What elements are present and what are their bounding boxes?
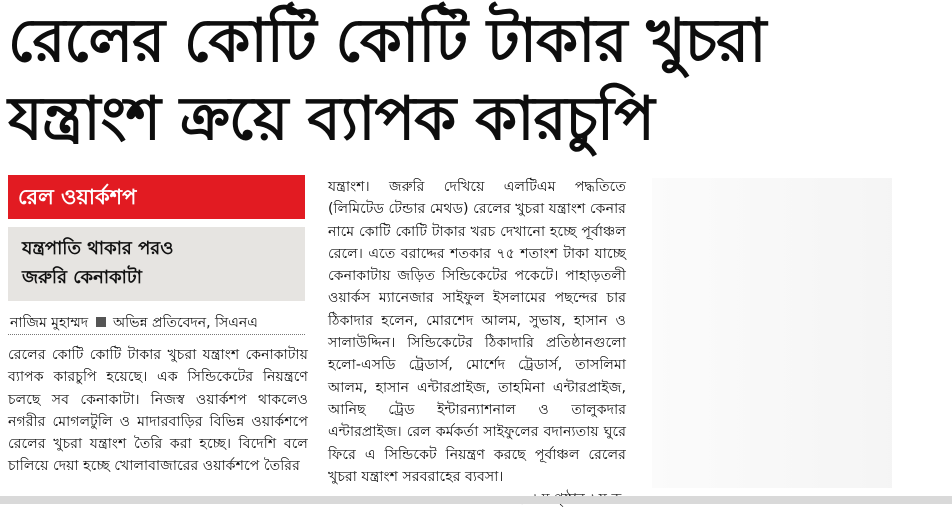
headline-line-2: যন্ত্রাংশ ক্রয়ে ব্যাপক কারচুপি bbox=[8, 84, 654, 154]
faded-adjacent-region bbox=[652, 178, 892, 488]
headline bbox=[8, 2, 938, 158]
byline bbox=[10, 311, 310, 335]
headline-line-1: রেলের কোটি কোটি টাকার খুচরা bbox=[8, 6, 766, 76]
article-column-left: রেলের কোটি কোটি টাকার খুচরা যন্ত্রাংশ কেনাকাটায় ব্যাপক কারচুপি হয়েছে। এক সিন্ডিকেটের নিয়ন্ত্রণে চলছে সব কেনাকাটা। নিজস্ব ওয়ার্কশপ থাকলেও নগরীর মোগলটুলি ও মাদারবাড়ির বিভিন্ন ওয়ার্কশপে রেলের খুচরা যন্ত্রাংশ তৈরি করা হচ্ছে। বিদেশি বলে চালিয়ে দেয়া হচ্ছে খোলাবাজারের ওয়ার্কশপে তৈরির bbox=[8, 347, 308, 475]
dotted-divider bbox=[8, 334, 305, 335]
subheadline bbox=[8, 227, 305, 301]
sidebar-box bbox=[8, 175, 305, 301]
article-body-middle: যন্ত্রাংশ। জরুরি দেখিয়ে এলটিএম পদ্ধতিতে (লিমিটেড টেন্ডার মেথড) রেলের খুচরা যন্ত্রাংশ কেনার নামে কোটি কোটি টাকার খরচ দেখানো হচ্ছে পূর্বাঞ্চল রেলে। এতে বরাদ্দের শতকার ৭৫ শতাংশ টাকা যাচ্ছে কেনাকাটায় জড়িত সিন্ডিকেটের পকেটে। পাহাড়তলী ওয়ার্কস ম্যানেজার সাইফুল ইসলামের পছন্দের চার ঠিকাদার হলেন, মোরশেদ আলম, সুভাষ, হাসান ও সালাউদ্দিন। সিন্ডিকেটের ঠিকাদারি প্রতিষ্ঠানগুলো হলো-এসডি ট্রেডার্স, মোর্শেদ ট্রেডার্স, তাসলিমা আলম, হাসান এন্টারপ্রাইজ, তাহমিনা এন্টারপ্রাইজ, আনিছ ট্রেড ইন্টারন্যাশনাল ও তালুকদার এন্টারপ্রাইজ। রেল কর্মকর্তা সাইফুলের বদান্যতায় ঘুরে ফিরে এ সিন্ডিকেট নিয়ন্ত্রণ করছে পূর্বাঞ্চল রেলের খুচরা যন্ত্রাংশ সরবরাহের ব্যবসা। bbox=[328, 179, 626, 485]
page-bottom-edge bbox=[0, 496, 952, 504]
article-column-middle bbox=[328, 176, 626, 512]
section-label: রেল ওয়ার্কশপ bbox=[8, 175, 305, 219]
subhead-line-1: যন্ত্রপাতি থাকার পরও bbox=[22, 238, 174, 259]
square-bullet-icon bbox=[96, 317, 106, 327]
byline-credit: অভিন্ন প্রতিবেদন, সিএনএ bbox=[113, 315, 258, 331]
author-name: নাজিম মুহাম্মদ bbox=[10, 315, 89, 331]
subhead-line-2: জরুরি কেনাকাটা bbox=[22, 267, 142, 288]
